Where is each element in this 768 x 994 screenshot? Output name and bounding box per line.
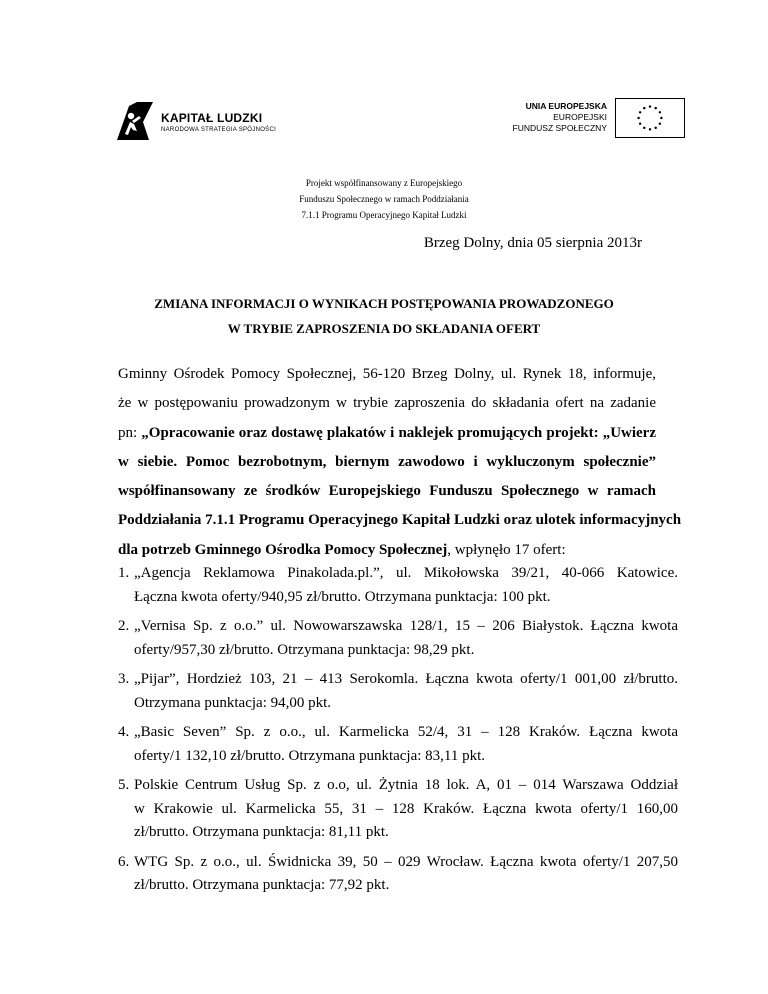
kapital-ludzki-figure-icon [115,100,155,142]
project-note-line: Projekt współfinansowany z Europejskiego [305,178,463,188]
list-item-line: w Krakowie ul. Karmelicka 55, 31 – 128 Kraków. Łączna kwota oferty/1 160,00 [134,800,678,817]
list-item [118,615,678,662]
list-item [118,721,678,768]
eu-logo-text [513,101,607,134]
list-item-line: Łączna kwota oferty/940,95 zł/brutto. Otrzymana punktacja: 100 pkt. [134,588,551,605]
list-item-line: WTG Sp. z o.o., ul. Świdnicka 39, 50 – 029 Wrocław. Łączna kwota oferty/1 207,50 [134,853,678,870]
list-item-number: 4. [118,724,130,740]
list-item [118,851,678,898]
list-item-number: 5. [118,777,130,793]
eu-logo [480,98,685,142]
eu-logo-line1: UNIA EUROPEJSKA [525,101,607,111]
eu-flag-icon [615,98,685,138]
document-heading [110,291,658,341]
list-item-line: „Pijar”, Hordzież 103, 21 – 413 Serokomla. Łączna kwota oferty/1 001,00 zł/brutto. [134,671,678,687]
list-item-line: Otrzymana punktacja: 94,00 pkt. [134,694,332,711]
heading-line: ZMIANA INFORMACJI O WYNIKACH POSTĘPOWANIA PROWADZONEGO [154,296,614,311]
list-item [118,562,678,609]
eu-logo-line2: EUROPEJSKI [553,112,607,122]
list-item-number: 2. [118,618,130,634]
list-item-line: oferty/957,30 zł/brutto. Otrzymana punktacja: 98,29 pkt. [134,641,475,658]
list-item-line: oferty/1 132,10 zł/brutto. Otrzymana punktacja: 83,11 pkt. [134,747,486,764]
list-item-line: zł/brutto. Otrzymana punktacja: 81,11 pkt. [134,824,389,840]
list-item-line: „Basic Seven” Sp. z o.o., ul. Karmelicka 52/4, 31 – 128 Kraków. Łączna kwota [134,724,678,740]
kapital-ludzki-subtitle: NARODOWA STRATEGIA SPÓJNOŚCI [161,127,277,133]
project-note-line: Funduszu Społecznego w ramach Poddziałania [299,194,469,204]
intro-line: Gminny Ośrodek Pomocy Społecznej, 56-120 Brzeg Dolny, ul. Rynek 18, informuje, [118,366,656,382]
task-name-end: dla potrzeb Gminnego Ośrodka Pomocy Społecznej [118,541,448,558]
list-item-line: „Agencja Reklamowa Pinakolada.pl.”, ul. Mikołowska 39/21, 40-066 Katowice. [134,565,678,581]
offers-count-text: , wpłynęło 17 ofert: [447,541,566,558]
project-note [200,175,568,223]
offers-list [118,562,678,904]
list-item [118,668,678,715]
task-name-line: w siebie. Pomoc bezrobotnym, biernym zawodowo i wykluczonym społecznie” [118,453,656,470]
list-item-number: 1. [118,565,130,581]
heading-line: W TRYBIE ZAPROSZENIA DO SKŁADANIA OFERT [227,321,541,336]
list-item-number: 3. [118,671,130,687]
intro-line: że w postępowaniu prowadzonym w trybie zaproszenia do składania ofert na zadanie [118,395,656,412]
list-item-line: Polskie Centrum Usług Sp. z o.o, ul. Żytnia 18 lok. A, 01 – 014 Warszawa Oddział [134,777,678,793]
list-item-number: 6. [118,853,130,870]
task-name-line: współfinansowany ze środków Europejskiego Funduszu Społecznego w ramach [118,483,656,500]
project-note-line: 7.1.1 Programu Operacyjnego Kapitał Ludzki [301,210,467,220]
list-item-line: zł/brutto. Otrzymana punktacja: 77,92 pkt. [134,877,390,893]
intro-line [118,536,656,565]
date-line: Brzeg Dolny, dnia 05 sierpnia 2013r [423,235,642,251]
eu-logo-line3: FUNDUSZ SPOŁECZNY [512,123,607,133]
kapital-ludzki-title: KAPITAŁ LUDZKI [161,111,263,125]
intro-prefix: pn: [118,424,142,441]
list-item [118,774,678,845]
task-name-start: „Opracowanie oraz dostawę plakatów i naklejek promujących projekt: „Uwierz [141,424,656,441]
intro-line [118,419,656,448]
kapital-ludzki-logo [115,100,285,145]
intro-paragraph [118,360,682,565]
list-item-line: „Vernisa Sp. z o.o.” ul. Nowowarszawska 128/1, 15 – 206 Białystok. Łączna kwota [134,618,678,634]
task-name-line: Poddziałania 7.1.1 Programu Operacyjnego Kapitał Ludzki oraz ulotek informacyjnych [118,512,682,529]
